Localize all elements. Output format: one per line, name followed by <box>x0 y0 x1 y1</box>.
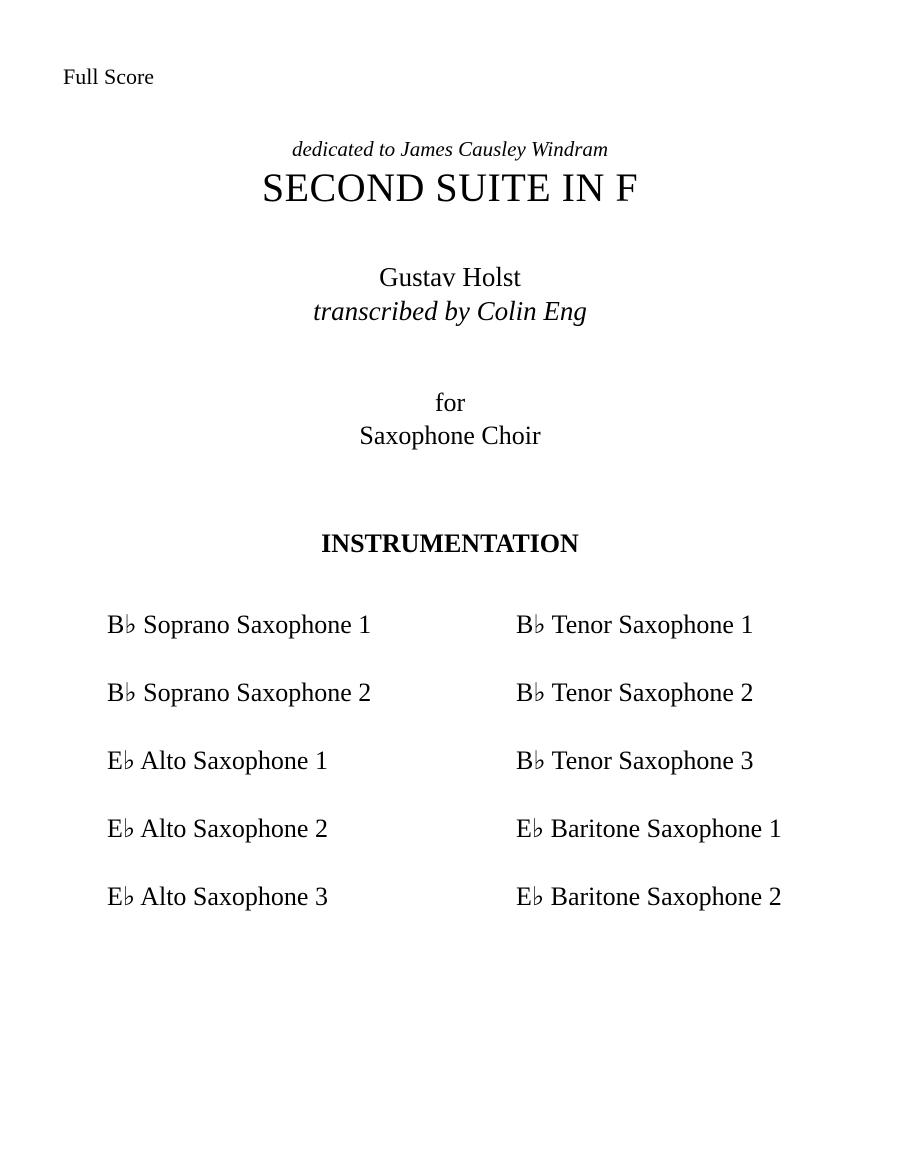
piece-title: SECOND SUITE IN F <box>261 165 639 210</box>
transcriber-credit: transcribed by Colin Eng <box>313 296 587 326</box>
instrument-item: B♭ Soprano Saxophone 2 <box>107 678 372 707</box>
instrument-item: E♭ Alto Saxophone 2 <box>107 814 328 843</box>
ensemble-name: Saxophone Choir <box>359 421 541 450</box>
instrument-item: B♭ Tenor Saxophone 3 <box>516 746 754 775</box>
instrumentation-heading: INSTRUMENTATION <box>321 529 579 558</box>
dedication: dedicated to James Causley Windram <box>291 137 609 161</box>
score-type-label: Full Score <box>63 64 155 89</box>
instrumentation-left-column <box>107 608 371 948</box>
instrument-item: B♭ Soprano Saxophone 1 <box>107 610 372 639</box>
instrument-item: E♭ Baritone Saxophone 1 <box>516 814 782 843</box>
instrument-item: E♭ Baritone Saxophone 2 <box>516 882 782 911</box>
for-label: for <box>434 388 466 417</box>
composer-name: Gustav Holst <box>379 262 521 292</box>
instrumentation-right-column <box>516 608 782 948</box>
instrument-item: E♭ Alto Saxophone 1 <box>107 746 328 775</box>
instrument-item: E♭ Alto Saxophone 3 <box>107 882 328 911</box>
instrument-item: B♭ Tenor Saxophone 1 <box>516 610 754 639</box>
instrument-item: B♭ Tenor Saxophone 2 <box>516 678 754 707</box>
